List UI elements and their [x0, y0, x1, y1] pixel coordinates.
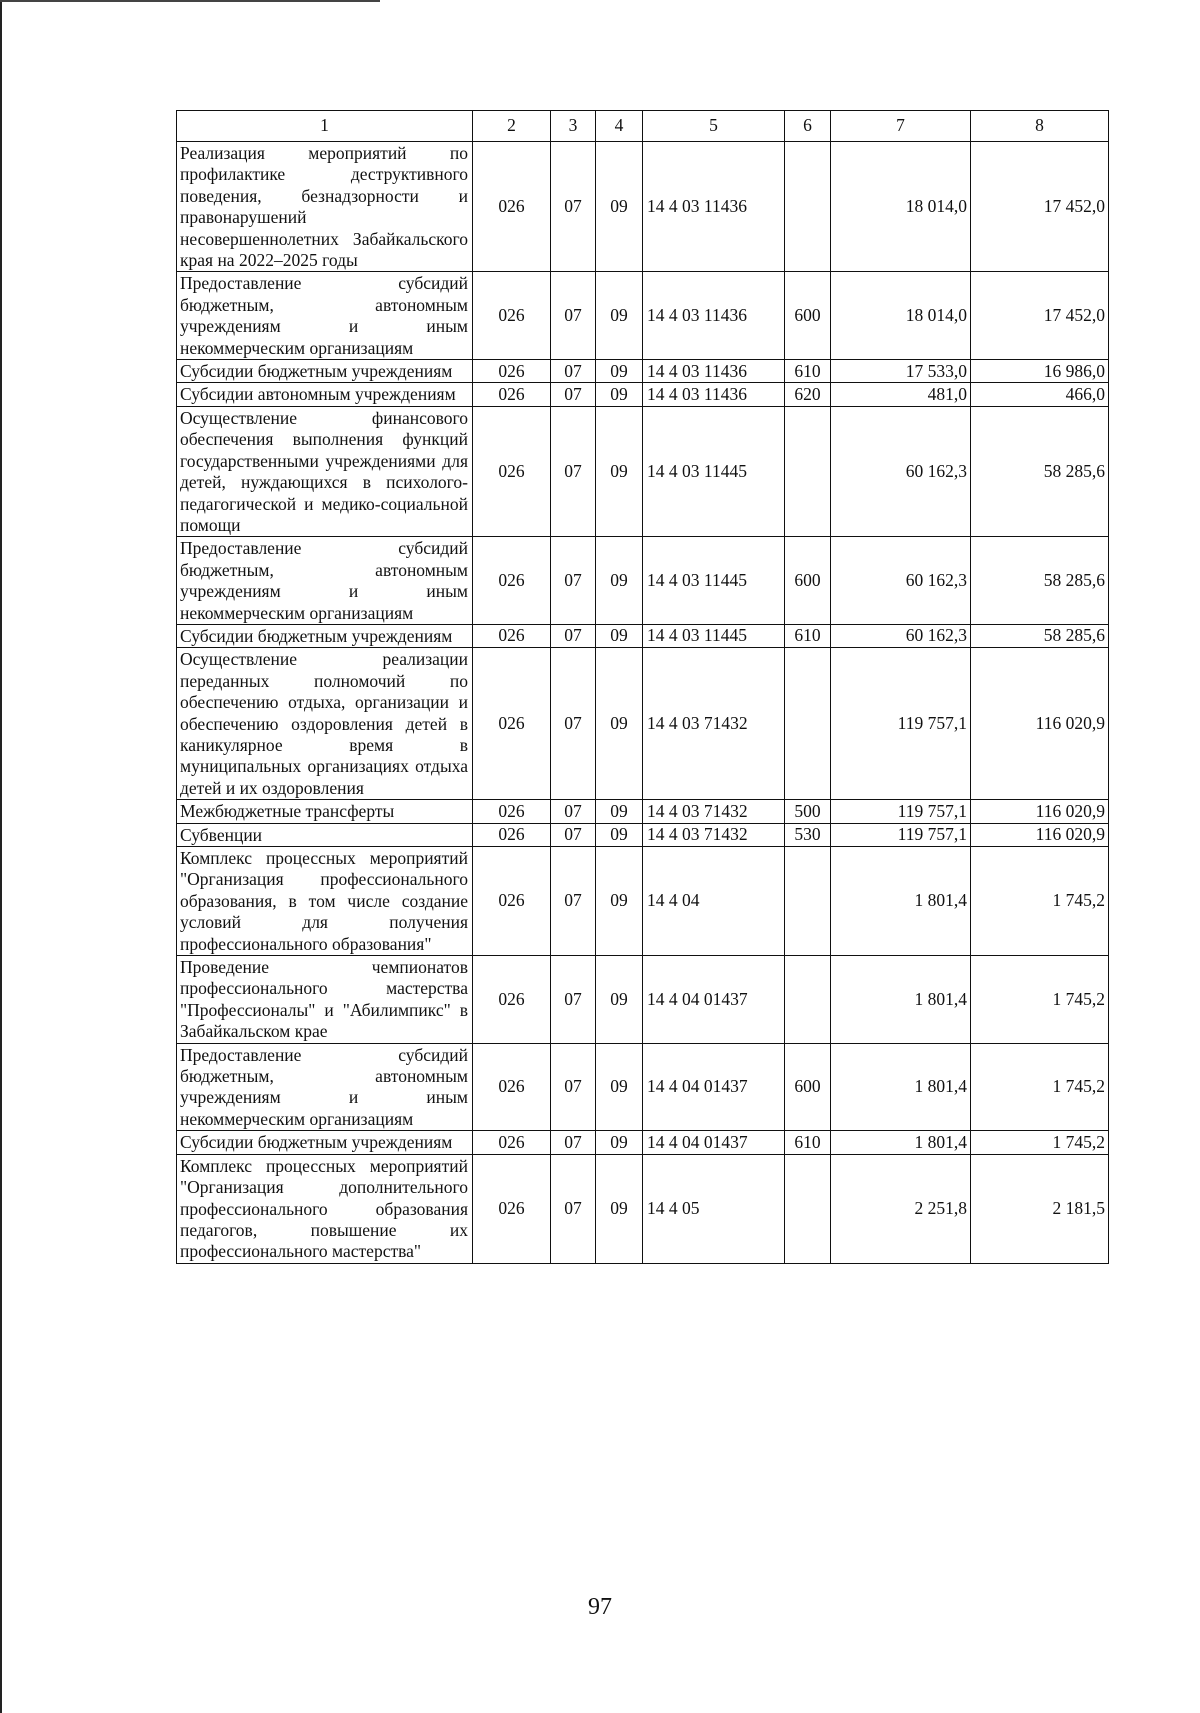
cell-c8: 58 285,6 [971, 537, 1109, 625]
cell-c2: 026 [473, 142, 551, 272]
cell-c7: 119 757,1 [831, 648, 971, 800]
cell-c5: 14 4 04 01437 [643, 1043, 785, 1131]
cell-c8: 2 181,5 [971, 1154, 1109, 1263]
cell-c8: 116 020,9 [971, 648, 1109, 800]
cell-c8: 16 986,0 [971, 360, 1109, 383]
cell-c3: 07 [551, 847, 596, 956]
cell-c4: 09 [596, 956, 643, 1044]
page-number: 97 [588, 1594, 612, 1620]
cell-c3: 07 [551, 272, 596, 360]
cell-c6 [785, 956, 831, 1044]
table-row [177, 1043, 1109, 1131]
cell-c8: 17 452,0 [971, 142, 1109, 272]
cell-c8: 1 745,2 [971, 1131, 1109, 1154]
cell-c4: 09 [596, 1131, 643, 1154]
cell-c3: 07 [551, 624, 596, 647]
page-edge-line [0, 0, 2, 1713]
cell-c4: 09 [596, 537, 643, 625]
cell-c7: 481,0 [831, 383, 971, 406]
cell-c6 [785, 648, 831, 800]
cell-c3: 07 [551, 383, 596, 406]
header-cell: 4 [596, 111, 643, 142]
cell-c6: 610 [785, 1131, 831, 1154]
cell-c2: 026 [473, 537, 551, 625]
cell-c2: 026 [473, 1043, 551, 1131]
cell-c5: 14 4 03 11436 [643, 272, 785, 360]
cell-c4: 09 [596, 648, 643, 800]
cell-c3: 07 [551, 360, 596, 383]
row-name-cell: Комплекс процессных мероприятий "Организация дополнительного профессионального образования педагогов, повышение их профессионального мастерства" [177, 1154, 473, 1263]
page-edge-line-top [0, 0, 380, 2]
cell-c3: 07 [551, 956, 596, 1044]
cell-c2: 026 [473, 360, 551, 383]
cell-c5: 14 4 03 11445 [643, 406, 785, 536]
cell-c4: 09 [596, 1043, 643, 1131]
cell-c5: 14 4 03 11445 [643, 624, 785, 647]
cell-c7: 17 533,0 [831, 360, 971, 383]
table-row [177, 142, 1109, 272]
cell-c5: 14 4 05 [643, 1154, 785, 1263]
cell-c7: 1 801,4 [831, 1043, 971, 1131]
row-name-cell: Предоставление субсидий бюджетным, автономным учреждениям и иным некоммерческим организациям [177, 1043, 473, 1131]
cell-c8: 466,0 [971, 383, 1109, 406]
cell-c8: 58 285,6 [971, 624, 1109, 647]
header-cell: 3 [551, 111, 596, 142]
cell-c5: 14 4 03 71432 [643, 823, 785, 846]
table-row [177, 1154, 1109, 1263]
cell-c4: 09 [596, 847, 643, 956]
cell-c7: 18 014,0 [831, 272, 971, 360]
cell-c4: 09 [596, 823, 643, 846]
cell-c3: 07 [551, 406, 596, 536]
table-header-row [177, 111, 1109, 142]
cell-c3: 07 [551, 800, 596, 823]
cell-c6: 500 [785, 800, 831, 823]
cell-c6: 600 [785, 272, 831, 360]
table-row [177, 823, 1109, 846]
cell-c6: 530 [785, 823, 831, 846]
header-cell: 2 [473, 111, 551, 142]
cell-c6 [785, 847, 831, 956]
cell-c3: 07 [551, 1043, 596, 1131]
cell-c7: 119 757,1 [831, 800, 971, 823]
cell-c3: 07 [551, 1154, 596, 1263]
cell-c7: 1 801,4 [831, 1131, 971, 1154]
row-name-cell: Субсидии бюджетным учреждениям [177, 624, 473, 647]
table-row [177, 537, 1109, 625]
cell-c6 [785, 406, 831, 536]
cell-c5: 14 4 03 71432 [643, 648, 785, 800]
cell-c2: 026 [473, 272, 551, 360]
table-row [177, 956, 1109, 1044]
cell-c2: 026 [473, 406, 551, 536]
cell-c8: 58 285,6 [971, 406, 1109, 536]
table-row [177, 1131, 1109, 1154]
header-cell: 5 [643, 111, 785, 142]
cell-c5: 14 4 03 11445 [643, 537, 785, 625]
cell-c5: 14 4 03 11436 [643, 360, 785, 383]
cell-c2: 026 [473, 1154, 551, 1263]
cell-c2: 026 [473, 624, 551, 647]
row-name-cell: Осуществление реализации переданных полномочий по обеспечению отдыха, организации и обеспечению оздоровления детей в каникулярное время в муниципальных организациях отдыха детей и их оздоровления [177, 648, 473, 800]
cell-c2: 026 [473, 823, 551, 846]
cell-c8: 1 745,2 [971, 847, 1109, 956]
cell-c2: 026 [473, 648, 551, 800]
cell-c7: 1 801,4 [831, 956, 971, 1044]
header-cell: 8 [971, 111, 1109, 142]
cell-c8: 1 745,2 [971, 956, 1109, 1044]
cell-c2: 026 [473, 800, 551, 823]
cell-c3: 07 [551, 142, 596, 272]
cell-c7: 2 251,8 [831, 1154, 971, 1263]
cell-c7: 60 162,3 [831, 406, 971, 536]
table-body [177, 142, 1109, 1264]
table-row [177, 406, 1109, 536]
table-row [177, 800, 1109, 823]
cell-c2: 026 [473, 847, 551, 956]
cell-c4: 09 [596, 383, 643, 406]
cell-c6: 600 [785, 537, 831, 625]
table-row [177, 648, 1109, 800]
cell-c7: 60 162,3 [831, 624, 971, 647]
cell-c4: 09 [596, 1154, 643, 1263]
row-name-cell: Предоставление субсидий бюджетным, автономным учреждениям и иным некоммерческим организациям [177, 537, 473, 625]
cell-c6 [785, 142, 831, 272]
cell-c6: 620 [785, 383, 831, 406]
cell-c5: 14 4 03 11436 [643, 142, 785, 272]
table-row [177, 383, 1109, 406]
cell-c3: 07 [551, 1131, 596, 1154]
cell-c4: 09 [596, 624, 643, 647]
cell-c2: 026 [473, 956, 551, 1044]
budget-table [176, 110, 1109, 1264]
cell-c4: 09 [596, 406, 643, 536]
cell-c7: 119 757,1 [831, 823, 971, 846]
row-name-cell: Реализация мероприятий по профилактике деструктивного поведения, безнадзорности и правонарушений несовершеннолетних Забайкальского края на 2022–2025 годы [177, 142, 473, 272]
cell-c5: 14 4 04 01437 [643, 956, 785, 1044]
cell-c5: 14 4 03 71432 [643, 800, 785, 823]
row-name-cell: Субвенции [177, 823, 473, 846]
cell-c5: 14 4 03 11436 [643, 383, 785, 406]
cell-c3: 07 [551, 537, 596, 625]
cell-c8: 1 745,2 [971, 1043, 1109, 1131]
table-row [177, 847, 1109, 956]
row-name-cell: Субсидии автономным учреждениям [177, 383, 473, 406]
cell-c5: 14 4 04 01437 [643, 1131, 785, 1154]
row-name-cell: Комплекс процессных мероприятий "Организация профессионального образования, в том числе создание условий для получения профессионального образования" [177, 847, 473, 956]
cell-c8: 116 020,9 [971, 823, 1109, 846]
cell-c4: 09 [596, 142, 643, 272]
row-name-cell: Проведение чемпионатов профессионального мастерства "Профессионалы" и "Абилимпикс" в Забайкальском крае [177, 956, 473, 1044]
cell-c6: 600 [785, 1043, 831, 1131]
row-name-cell: Предоставление субсидий бюджетным, автономным учреждениям и иным некоммерческим организациям [177, 272, 473, 360]
cell-c6: 610 [785, 360, 831, 383]
cell-c4: 09 [596, 800, 643, 823]
cell-c8: 17 452,0 [971, 272, 1109, 360]
cell-c4: 09 [596, 272, 643, 360]
header-cell: 6 [785, 111, 831, 142]
row-name-cell: Осуществление финансового обеспечения выполнения функций государственными учреждениями для детей, нуждающихся в психолого-педагогической и медико-социальной помощи [177, 406, 473, 536]
cell-c3: 07 [551, 648, 596, 800]
cell-c7: 60 162,3 [831, 537, 971, 625]
table-row [177, 624, 1109, 647]
cell-c6 [785, 1154, 831, 1263]
header-cell: 1 [177, 111, 473, 142]
table-row [177, 360, 1109, 383]
cell-c5: 14 4 04 [643, 847, 785, 956]
cell-c6: 610 [785, 624, 831, 647]
row-name-cell: Субсидии бюджетным учреждениям [177, 1131, 473, 1154]
row-name-cell: Межбюджетные трансферты [177, 800, 473, 823]
table-row [177, 272, 1109, 360]
cell-c7: 18 014,0 [831, 142, 971, 272]
row-name-cell: Субсидии бюджетным учреждениям [177, 360, 473, 383]
cell-c4: 09 [596, 360, 643, 383]
cell-c2: 026 [473, 383, 551, 406]
cell-c3: 07 [551, 823, 596, 846]
cell-c7: 1 801,4 [831, 847, 971, 956]
header-cell: 7 [831, 111, 971, 142]
cell-c8: 116 020,9 [971, 800, 1109, 823]
cell-c2: 026 [473, 1131, 551, 1154]
